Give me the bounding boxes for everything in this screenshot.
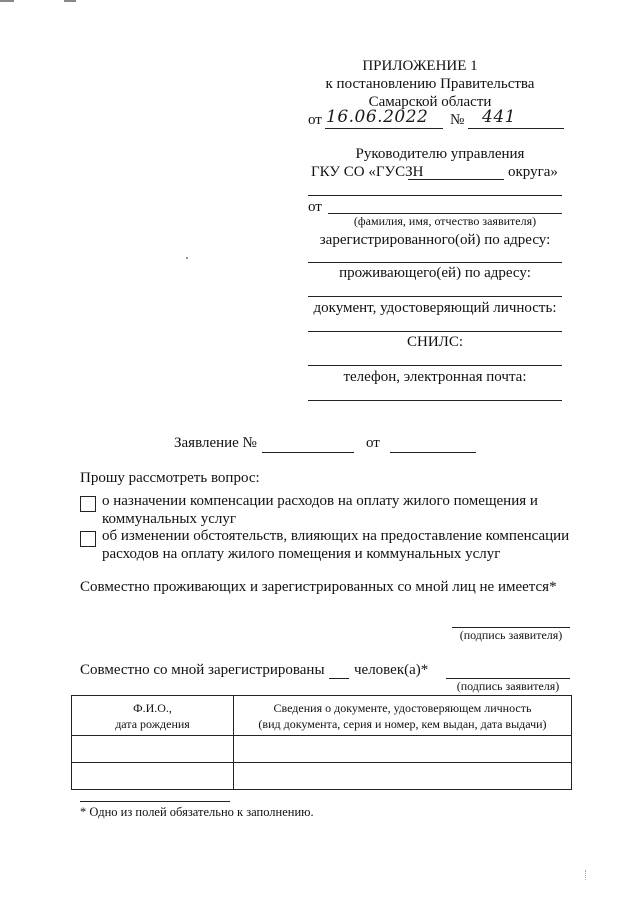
signature-caption-2: (подпись заявителя): [456, 679, 560, 693]
no-cohabitants-statement: Совместно проживающих и зарегистрированных со мной лиц не имеется*: [80, 579, 557, 595]
fio-caption: (фамилия, имя, отчество заявителя): [353, 214, 537, 228]
number-underline: [468, 128, 564, 129]
id-document-label: документ, удостоверяющий личность:: [313, 300, 557, 316]
column-header-fio-line2: дата рождения: [115, 716, 190, 731]
table-header-row: [72, 696, 572, 736]
table-cell-document[interactable]: [234, 736, 572, 763]
registered-count-field: [329, 678, 349, 679]
table-cell-fio[interactable]: [72, 736, 234, 763]
registered-count-prefix: Совместно со мной зарегистрированы: [80, 662, 325, 678]
scan-speck: [186, 257, 188, 259]
residence-address-label: проживающего(ей) по адресу:: [339, 265, 531, 281]
footnote: * Одно из полей обязательно к заполнению.: [80, 805, 314, 819]
addressee-blank-line: [308, 195, 562, 196]
option2-text-line2: расходов на оплату жилого помещения и коммунальных услуг: [102, 546, 501, 562]
contacts-label: телефон, электронная почта:: [343, 369, 527, 385]
decree-line-2: Самарской области: [368, 94, 492, 110]
cohabitants-table: [71, 695, 572, 790]
snils-field: [308, 365, 562, 366]
registered-count-suffix: человек(а)*: [354, 662, 429, 678]
compensation-checkbox[interactable]: [80, 496, 96, 512]
column-header-document: [234, 696, 572, 736]
application-number-label: Заявление №: [174, 435, 257, 451]
addressee-org-start: ГКУ СО «ГУСЗН: [311, 164, 424, 180]
option1-text-line2: коммунальных услуг: [102, 511, 237, 527]
contacts-field: [308, 400, 562, 401]
option1-text-line1: о назначении компенсации расходов на оплату жилого помещения и: [102, 493, 538, 509]
column-header-fio-line1: Ф.И.О.,: [133, 700, 172, 715]
column-header-document-line1: Сведения о документе, удостоверяющем личность: [273, 700, 532, 715]
table-cell-fio[interactable]: [72, 763, 234, 790]
scan-corner-mark: [64, 0, 76, 16]
decree-number: 441: [482, 107, 516, 127]
application-date-label: от: [366, 435, 380, 451]
table-row: [72, 736, 572, 763]
date-underline: [325, 128, 443, 129]
snils-label: СНИЛС:: [406, 334, 463, 350]
number-sign: №: [450, 112, 465, 128]
request-heading: Прошу рассмотреть вопрос:: [80, 470, 260, 486]
addressee-org-end: округа»: [508, 164, 558, 180]
decree-date: 16.06.2022: [326, 107, 429, 127]
from-label: от: [308, 199, 322, 215]
table-cell-document[interactable]: [234, 763, 572, 790]
table-row: [72, 763, 572, 790]
scan-corner-mark: [0, 0, 14, 16]
decree-line-1: к постановлению Правительства: [325, 76, 535, 92]
registered-address-field: [308, 262, 562, 263]
date-prefix: от: [308, 112, 322, 128]
id-document-field: [308, 331, 562, 332]
application-number-field: [262, 452, 354, 453]
option2-text-line1: об изменении обстоятельств, влияющих на предоставление компенсации: [102, 528, 570, 544]
column-header-fio: [72, 696, 234, 736]
column-header-document-line2: (вид документа, серия и номер, кем выдан, дата выдачи): [258, 716, 547, 731]
appendix-title: ПРИЛОЖЕНИЕ 1: [362, 58, 478, 74]
footnote-separator: [80, 801, 230, 802]
application-date-field: [390, 452, 476, 453]
scan-speck: [585, 870, 594, 880]
signature-caption-1: (подпись заявителя): [459, 628, 563, 642]
registered-address-label: зарегистрированного(ой) по адресу:: [319, 232, 551, 248]
change-circumstances-checkbox[interactable]: [80, 531, 96, 547]
district-blank: [408, 179, 504, 180]
addressee-position: Руководителю управления: [355, 146, 525, 162]
residence-address-field: [308, 296, 562, 297]
